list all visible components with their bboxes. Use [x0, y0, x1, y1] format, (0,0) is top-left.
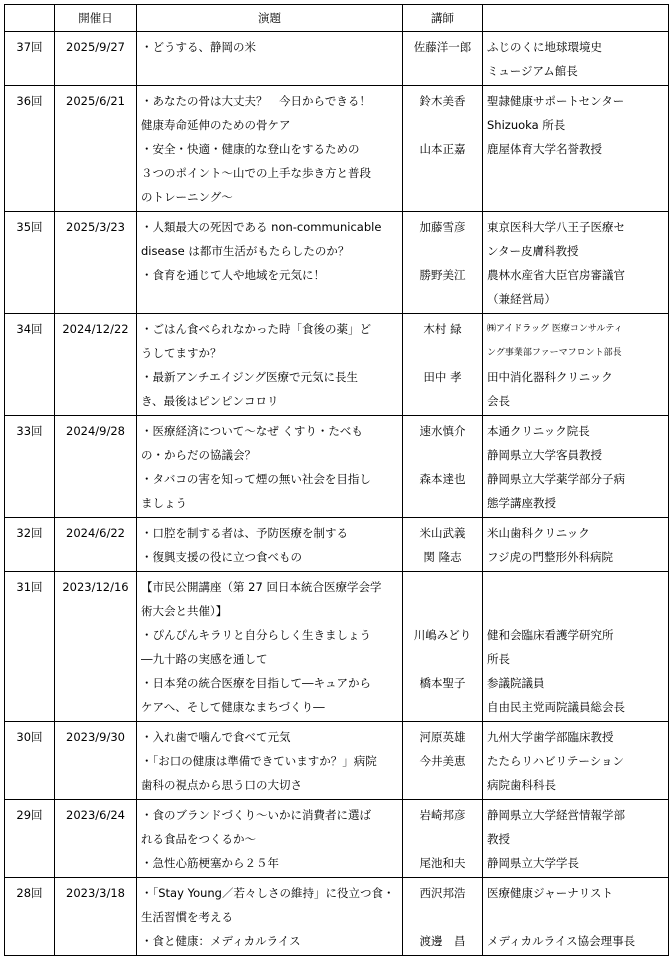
- affiliations: [483, 722, 669, 800]
- header-affiliation: [483, 5, 669, 32]
- lecturer-name: [407, 905, 478, 929]
- session-number: 33回: [5, 416, 55, 518]
- lecturer-name: [407, 185, 478, 209]
- table-body: [5, 32, 669, 956]
- talk-title-line: ましょう: [141, 496, 187, 510]
- lecturer-name: [407, 647, 478, 671]
- affiliation-line: （兼経営局）: [487, 292, 556, 306]
- header-number: [5, 5, 55, 32]
- talk-title-line: ・安全・快適・健康的な登山をするための: [141, 142, 360, 156]
- affiliation-line: [487, 185, 664, 209]
- lecturers: [403, 86, 483, 212]
- talk-titles: [137, 572, 403, 722]
- header-lecturer: 講師: [403, 5, 483, 32]
- table-row: [5, 800, 669, 878]
- lecturer-name: 山本正嘉: [419, 142, 466, 156]
- talk-titles: [137, 212, 403, 314]
- talk-title-line: 歯科の視点から思う口の大切さ: [141, 778, 302, 792]
- lecturer-name: 加藤雪彦: [419, 220, 466, 234]
- lecturers: [403, 572, 483, 722]
- affiliation-line: 本通クリニック院長: [487, 424, 590, 438]
- affiliation-line: 静岡県立大学薬学部分子病: [487, 472, 625, 486]
- lecturer-name: 木村 緑: [423, 322, 462, 336]
- affiliations: [483, 572, 669, 722]
- table-header-row: [5, 5, 669, 32]
- affiliation-line: ンター皮膚科教授: [487, 244, 579, 258]
- lecturer-name: 岩崎邦彦: [419, 808, 466, 822]
- table-row: [5, 212, 669, 314]
- talk-title-line: の・からだの協議会？: [141, 448, 256, 462]
- lecturers: [403, 518, 483, 572]
- table-row: [5, 878, 669, 956]
- table-row: [5, 314, 669, 416]
- affiliation-line: [487, 905, 664, 929]
- talk-title-line: 術大会と共催）】: [141, 604, 228, 618]
- affiliation-line: ミュージアム館長: [487, 64, 578, 78]
- affiliation-line: たたらリハビリテーション: [487, 754, 624, 768]
- affiliation-line: 米山歯科クリニック: [487, 526, 590, 540]
- affiliation-line: 農林水産省大臣官房審議官: [487, 268, 625, 282]
- lecturer-name: 西沢邦浩: [419, 886, 466, 900]
- lecture-history-table: [4, 4, 669, 956]
- session-date: 2025/9/27: [55, 32, 137, 86]
- talk-title-line: うしてますか？: [141, 346, 222, 360]
- lecturers: [403, 722, 483, 800]
- affiliation-line: 自由民主党両院議員総会長: [487, 700, 625, 714]
- lecturers: [403, 878, 483, 956]
- session-number: 37回: [5, 32, 55, 86]
- lecturers: [403, 800, 483, 878]
- lecturer-name: 橋本聖子: [419, 676, 466, 690]
- header-date: 開催日: [55, 5, 137, 32]
- session-date: 2023/6/24: [55, 800, 137, 878]
- lecturer-name: [407, 443, 478, 467]
- lecturers: [403, 212, 483, 314]
- talk-title-line: ・最新アンチエイジング医療で元気に長生: [141, 370, 359, 384]
- talk-title-line: ・ぴんぴんキラリと自分らしく生きましょう: [141, 628, 371, 642]
- affiliations: [483, 314, 669, 416]
- affiliation-line: ㈱アイドラッグ 医療コンサルティ: [487, 324, 623, 334]
- talk-titles: [137, 518, 403, 572]
- talk-title-line: ・食のブランドづくり～いかに消費者に選ば: [141, 808, 371, 822]
- affiliation-line: 静岡県立大学客員教授: [487, 448, 602, 462]
- lecturer-name: 渡邊 昌: [419, 934, 466, 948]
- affiliations: [483, 32, 669, 86]
- session-number: 30回: [5, 722, 55, 800]
- session-number: 32回: [5, 518, 55, 572]
- session-date: 2025/6/21: [55, 86, 137, 212]
- talk-titles: [137, 86, 403, 212]
- affiliation-line: 所長: [487, 652, 510, 666]
- lecturer-name: [407, 773, 478, 797]
- session-date: 2023/3/18: [55, 878, 137, 956]
- affiliation-line: [487, 575, 664, 599]
- lecturer-name: 川嶋みどり: [413, 628, 472, 642]
- session-date: 2025/3/23: [55, 212, 137, 314]
- affiliation-line: 九州大学歯学部臨床教授: [487, 730, 614, 744]
- session-number: 34回: [5, 314, 55, 416]
- affiliations: [483, 416, 669, 518]
- talk-title-line: ケアへ、そして健康なまちづくり―: [141, 700, 325, 714]
- affiliation-line: ふじのくに地球環境史: [487, 40, 602, 54]
- talk-titles: [137, 416, 403, 518]
- lecturer-name: 関 隆志: [423, 550, 462, 564]
- table-row: [5, 722, 669, 800]
- lecturer-name: [407, 341, 478, 365]
- affiliation-line: Shizuoka 所長: [487, 118, 566, 132]
- table-row: [5, 416, 669, 518]
- talk-title-line: のトレーニング～: [141, 190, 233, 204]
- session-number: 36回: [5, 86, 55, 212]
- lecturer-name: 佐藤洋一郎: [413, 40, 472, 54]
- talk-title-line: き、最後はピンピンコロリ: [141, 394, 279, 408]
- lecturer-name: 尾池和夫: [419, 856, 466, 870]
- lecturer-name: [407, 239, 478, 263]
- talk-title-line: ・食と健康：メディカルライス: [141, 934, 301, 948]
- affiliation-line: ング事業部ファーマフロント部長: [487, 348, 622, 358]
- lecturers: [403, 416, 483, 518]
- table-row: [5, 86, 669, 212]
- affiliation-line: 参議院議員: [487, 676, 545, 690]
- talk-title-line: ・タバコの害を知って煙の無い社会を目指し: [141, 472, 371, 486]
- table-row: [5, 32, 669, 86]
- affiliation-line: 東京医科大学八王子医療セ: [487, 220, 625, 234]
- session-date: 2023/12/16: [55, 572, 137, 722]
- lecturer-name: 速水慎介: [419, 424, 466, 438]
- lecturer-name: [407, 599, 478, 623]
- affiliation-line: 教授: [487, 832, 510, 846]
- talk-title-line: ３つのポイント～山での上手な歩き方と普段: [141, 166, 371, 180]
- lecturer-name: [407, 287, 478, 311]
- talk-title-line: [141, 287, 398, 311]
- affiliation-line: 聖隷健康サポートセンター: [487, 94, 625, 108]
- session-date: 2024/9/28: [55, 416, 137, 518]
- affiliation-line: 病院歯科科長: [487, 778, 556, 792]
- table-row: [5, 572, 669, 722]
- session-date: 2023/9/30: [55, 722, 137, 800]
- affiliations: [483, 518, 669, 572]
- lecturer-name: [407, 827, 478, 851]
- affiliations: [483, 212, 669, 314]
- talk-title-line: ・医療経済について～なぜ くすり・たべも: [141, 424, 363, 438]
- lecturer-name: [407, 113, 478, 137]
- affiliation-line: 医療健康ジャーナリスト: [487, 886, 614, 900]
- talk-titles: [137, 314, 403, 416]
- affiliation-line: [487, 599, 664, 623]
- session-number: 35回: [5, 212, 55, 314]
- affiliations: [483, 86, 669, 212]
- talk-title-line: ・どうする、静岡の米: [141, 40, 256, 54]
- talk-title-line: ・日本発の統合医療を目指して―キュアから: [141, 676, 371, 690]
- talk-title-line: ・ごはん食べられなかった時「食後の薬」ど: [141, 322, 371, 336]
- talk-title-line: れる食品をつくるか～: [141, 832, 256, 846]
- lecturer-name: 森本達也: [419, 472, 466, 486]
- talk-titles: [137, 32, 403, 86]
- affiliation-line: 態学講座教授: [487, 496, 556, 510]
- lecturer-name: [407, 695, 478, 719]
- lecturer-name: [407, 575, 478, 599]
- lecturer-name: 米山武義: [419, 526, 466, 540]
- affiliation-line: 静岡県立大学経営情報学部: [487, 808, 625, 822]
- talk-title-line: ―九十路の実感を通して: [141, 652, 268, 666]
- talk-title-line: 【市民公開講座（第 27 回日本統合医療学会学: [141, 580, 382, 594]
- talk-title-line: ・復興支援の役に立つ食べもの: [141, 550, 302, 564]
- talk-title-line: ・人類最大の死因である non-communicable: [141, 220, 382, 234]
- session-date: 2024/12/22: [55, 314, 137, 416]
- lecturer-name: 河原英雄: [419, 730, 466, 744]
- affiliation-line: フジ虎の門整形外科病院: [487, 550, 614, 564]
- talk-titles: [137, 800, 403, 878]
- affiliation-line: 会長: [487, 394, 510, 408]
- affiliation-line: メディカルライス協会理事長: [487, 934, 636, 948]
- affiliations: [483, 878, 669, 956]
- talk-title-line: ・食育を通じて人や地域を元気に！: [141, 268, 325, 282]
- session-number: 28回: [5, 878, 55, 956]
- lecturer-name: 鈴木美香: [419, 94, 466, 108]
- affiliation-line: 健和会臨床看護学研究所: [487, 628, 614, 642]
- lecturer-name: [407, 389, 478, 413]
- lecturer-name: 田中 孝: [423, 370, 462, 384]
- talk-title-line: ・口腔を制する者は、予防医療を制する: [141, 526, 348, 540]
- session-number: 31回: [5, 572, 55, 722]
- talk-title-line: ・急性心筋梗塞から２５年: [141, 856, 279, 870]
- talk-titles: [137, 722, 403, 800]
- affiliations: [483, 800, 669, 878]
- talk-title-line: 健康寿命延伸のための骨ケア: [141, 118, 291, 132]
- header-title: 演題: [137, 5, 403, 32]
- lecturer-name: [407, 491, 478, 515]
- affiliation-line: [487, 161, 664, 185]
- table-row: [5, 518, 669, 572]
- affiliation-line: 静岡県立大学学長: [487, 856, 579, 870]
- talk-title-line: ・入れ歯で噛んで食べて元気: [141, 730, 291, 744]
- lecturer-name: [407, 161, 478, 185]
- talk-title-line: ・「Stay Young／若々しさの維持」に役立つ食・: [141, 886, 395, 900]
- session-number: 29回: [5, 800, 55, 878]
- talk-titles: [137, 878, 403, 956]
- talk-title-line: ・「お口の健康は準備できていますか？」病院: [141, 754, 377, 768]
- lecturer-name: 今井美恵: [419, 754, 466, 768]
- session-date: 2024/6/22: [55, 518, 137, 572]
- affiliation-line: 鹿屋体育大学名誉教授: [487, 142, 602, 156]
- talk-title-line: 生活習慣を考える: [141, 910, 233, 924]
- affiliation-line: 田中消化器科クリニック: [487, 370, 613, 384]
- talk-title-line: disease は都市生活がもたらしたのか？: [141, 244, 350, 258]
- talk-title-line: ・あなたの骨は大丈夫？ 今日からできる！: [141, 94, 371, 108]
- lecturer-name: 勝野美江: [419, 268, 466, 282]
- lecturers: [403, 314, 483, 416]
- lecturers: [403, 32, 483, 86]
